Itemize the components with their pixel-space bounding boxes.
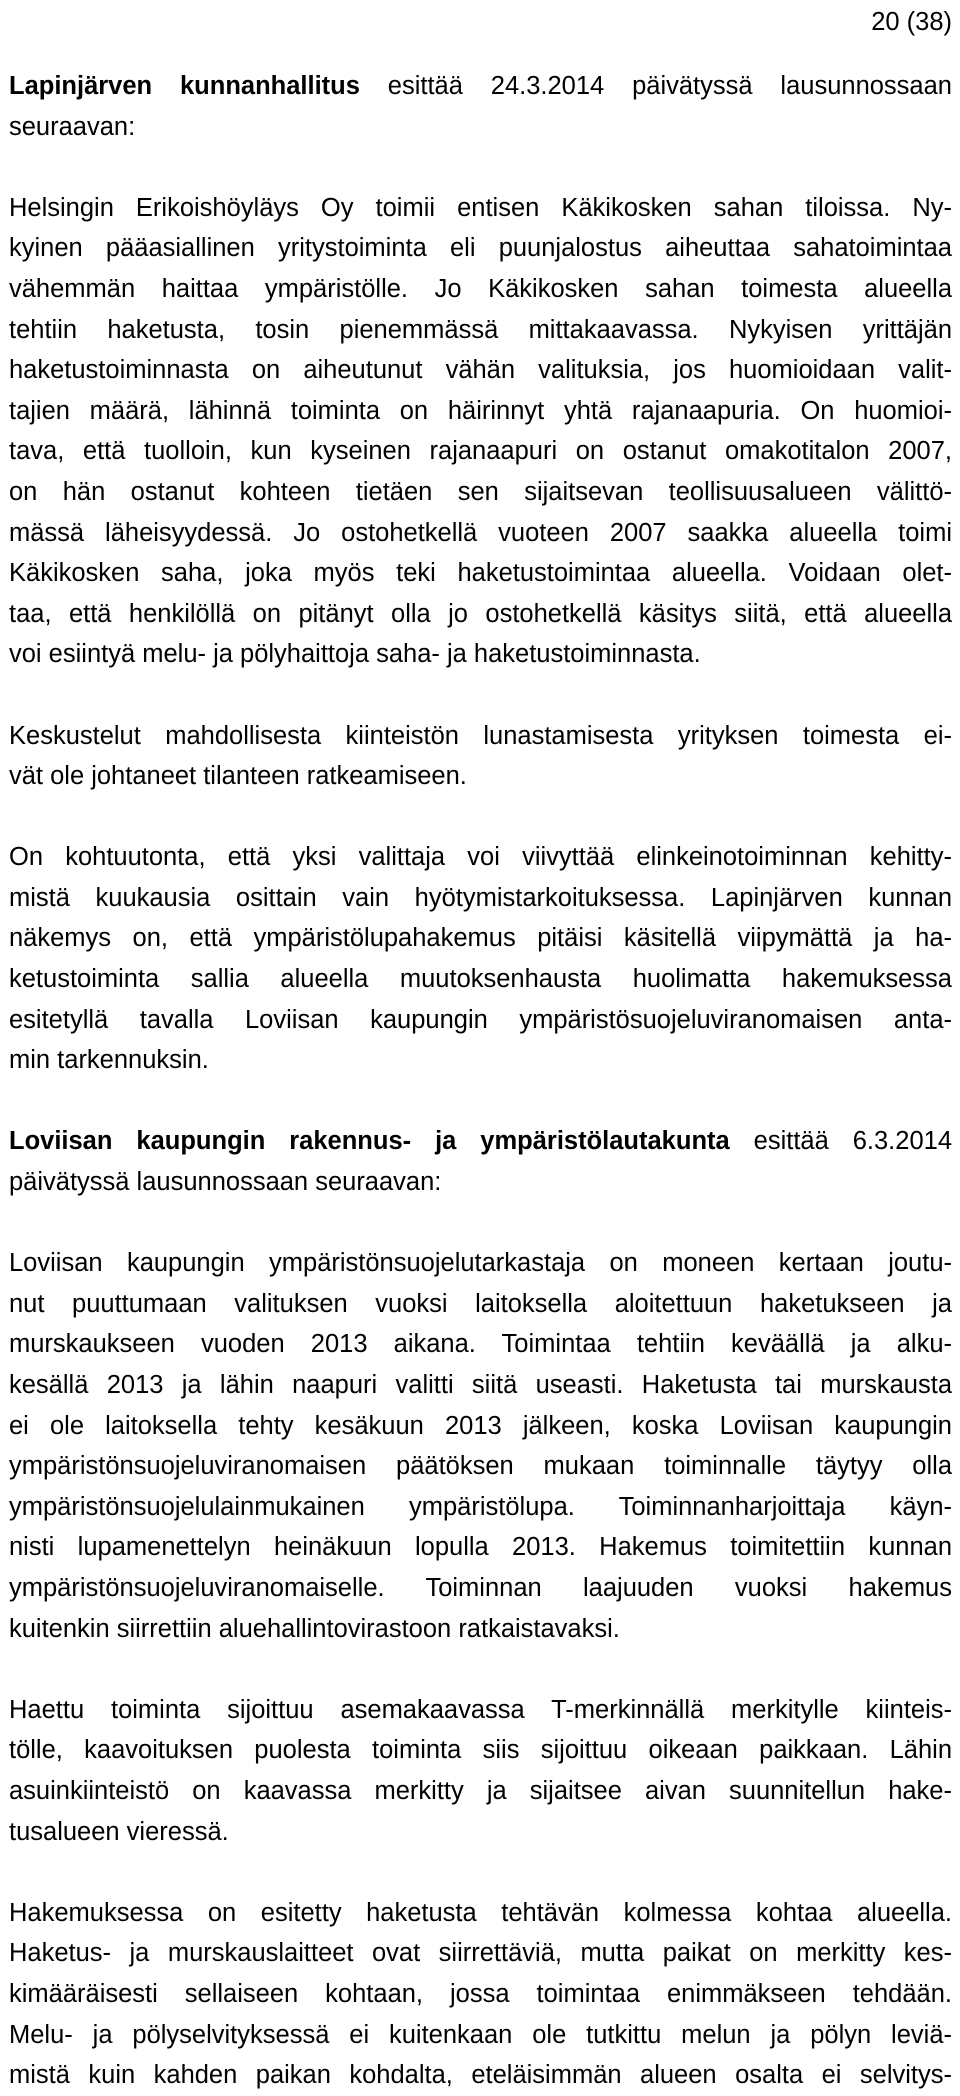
text-line: vähemmän haittaa ympäristölle. Jo Käkikosken sahan toimesta alueella	[9, 274, 952, 303]
organization-name: Lapinjärven kunnanhallitus	[9, 72, 360, 100]
text-line: nisti lupamenettelyn heinäkuun lopulla 2013. Hakemus toimitettiin kunnan	[9, 1533, 952, 1562]
text-line: on hän ostanut kohteen tietäen sen sijaitsevan teollisuusalueen välittö-	[9, 477, 952, 506]
text-line: esitetyllä tavalla Loviisan kaupungin ympäristösuojeluviranomaisen anta-	[9, 1005, 952, 1034]
text-line: näkemys on, että ympäristölupahakemus pitäisi käsitellä viipymättä ja ha-	[9, 924, 952, 953]
text-line: Haketus- ja murskauslaitteet ovat siirrettäviä, mutta paikat on merkitty kes-	[9, 1939, 952, 1968]
text-line: kyinen pääasiallinen yritystoiminta eli puunjalostus aiheuttaa sahatoimintaa	[9, 234, 952, 263]
paragraph-municipality-view	[9, 837, 952, 1081]
text-line: Loviisan kaupungin ympäristönsuojelutarkastaja on moneen kertaan joutu-	[9, 1249, 952, 1278]
text-line: kimääräisesti sellaiseen kohtaan, jossa toimintaa enimmäkseen tehdään.	[9, 1979, 952, 2008]
text-line: ketustoiminta sallia alueella muutoksenhausta huolimatta hakemuksessa	[9, 965, 952, 994]
text-line: päivätyssä lausunnossaan seuraavan:	[9, 1168, 442, 1197]
text-line: nut puuttumaan valituksen vuoksi laitoksella aloitettuun haketukseen ja	[9, 1289, 952, 1318]
text-line: mistä kuukausia osittain vain hyötymistarkoituksessa. Lapinjärven kunnan	[9, 883, 952, 912]
text-line: Haettu toiminta sijoittuu asemakaavassa T-merkinnällä merkitylle kiinteis-	[9, 1695, 952, 1724]
text-line: asuinkiinteistö on kaavassa merkitty ja sijaitsee aivan suunnitellun hake-	[9, 1776, 952, 1805]
text-line: tajien määrä, lähinnä toiminta on häirinnyt yhtä rajanaapuria. On huomioi-	[9, 396, 952, 425]
text-line: Hakemuksessa on esitetty haketusta tehtävän kolmessa kohtaa alueella.	[9, 1898, 952, 1927]
text-line: Käkikosken saha, joka myös teki haketustoimintaa alueella. Voidaan olet-	[9, 559, 952, 588]
paragraph-negotiations	[9, 716, 952, 797]
document-body	[9, 66, 952, 2096]
committee-name: Loviisan kaupungin rakennus- ja ympäristölautakunta	[9, 1127, 730, 1156]
text-line: Lapinjärven kunnanhallitus esittää 24.3.2014 päivätyssä lausunnossaan	[9, 72, 952, 100]
text-line: seuraavan:	[9, 112, 136, 141]
text-line: kuitenkin siirrettiin aluehallintovirastoon ratkaistavaksi.	[9, 1614, 620, 1643]
text-line: haketustoiminnasta on aiheutunut vähän valituksia, jos huomioidaan valit-	[9, 356, 952, 385]
paragraph-statement	[9, 188, 952, 675]
text-line: On kohtuutonta, että yksi valittaja voi viivyttää elinkeinotoiminnan kehitty-	[9, 843, 952, 872]
text-line: kesällä 2013 ja lähin naapuri valitti siitä useasti. Haketusta tai murskausta	[9, 1371, 952, 1399]
text-line: Helsingin Erikoishöyläys Oy toimii entisen Käkikosken sahan tiloissa. Ny-	[9, 193, 952, 222]
text-line: tehtiin haketusta, tosin pienemmässä mittakaavassa. Nykyisen yrittäjän	[9, 315, 952, 344]
text-line: tusalueen vieressä.	[9, 1817, 229, 1846]
text-line: tölle, kaavoituksen puolesta toiminta siis sijoittuu oikeaan paikkaan. Lähin	[9, 1736, 952, 1765]
text-line: taa, että henkilöllä on pitänyt olla jo ostohetkellä käsitys siitä, että alueella	[9, 599, 952, 628]
text-line: ympäristönsuojeluviranomaiselle. Toiminnan laajuuden vuoksi hakemus	[9, 1573, 952, 1602]
text-line: ympäristönsuojelulainmukainen ympäristölupa. Toiminnanharjoittaja käyn-	[9, 1492, 952, 1521]
text-line: Melu- ja pölyselvityksessä ei kuitenkaan ole tutkittu melun ja pölyn leviä-	[9, 2020, 952, 2049]
paragraph-locations	[9, 1893, 952, 2096]
text-line: vät ole johtaneet tilanteen ratkeamiseen.	[9, 762, 467, 791]
text-line: min tarkennuksin.	[9, 1046, 209, 1075]
paragraph-loviisa-heading	[9, 1121, 952, 1202]
text-line: ei ole laitoksella tehty kesäkuun 2013 jälkeen, koska Loviisan kaupungin	[9, 1411, 952, 1440]
text-line: Keskustelut mahdollisesta kiinteistön lunastamisesta yrityksen toimesta ei-	[9, 721, 952, 750]
text-line: tava, että tuolloin, kun kyseinen rajanaapuri on ostanut omakotitalon 2007,	[9, 437, 952, 466]
paragraph-zoning	[9, 1690, 952, 1852]
paragraph-inspector	[9, 1243, 952, 1649]
text-line: murskaukseen vuoden 2013 aikana. Toimintaa tehtiin keväällä ja alku-	[9, 1330, 952, 1359]
text-line: ympäristönsuojeluviranomaisen päätöksen mukaan toiminnalle täytyy olla	[9, 1452, 952, 1481]
page-number: 20 (38)	[871, 8, 952, 36]
text-line: mässä läheisyydessä. Jo ostohetkellä vuoteen 2007 saakka alueella toimi	[9, 518, 952, 547]
paragraph-lapinjarvi-heading	[9, 66, 952, 147]
text-line: voi esiintyä melu- ja pölyhaittoja saha- ja haketustoiminnasta.	[9, 640, 701, 669]
text-line: mistä kuin kahden paikan kohdalta, eteläisimmän alueen osalta ei selvitys-	[9, 2061, 952, 2090]
text-line: Loviisan kaupungin rakennus- ja ympäristölautakunta esittää 6.3.2014	[9, 1127, 952, 1156]
